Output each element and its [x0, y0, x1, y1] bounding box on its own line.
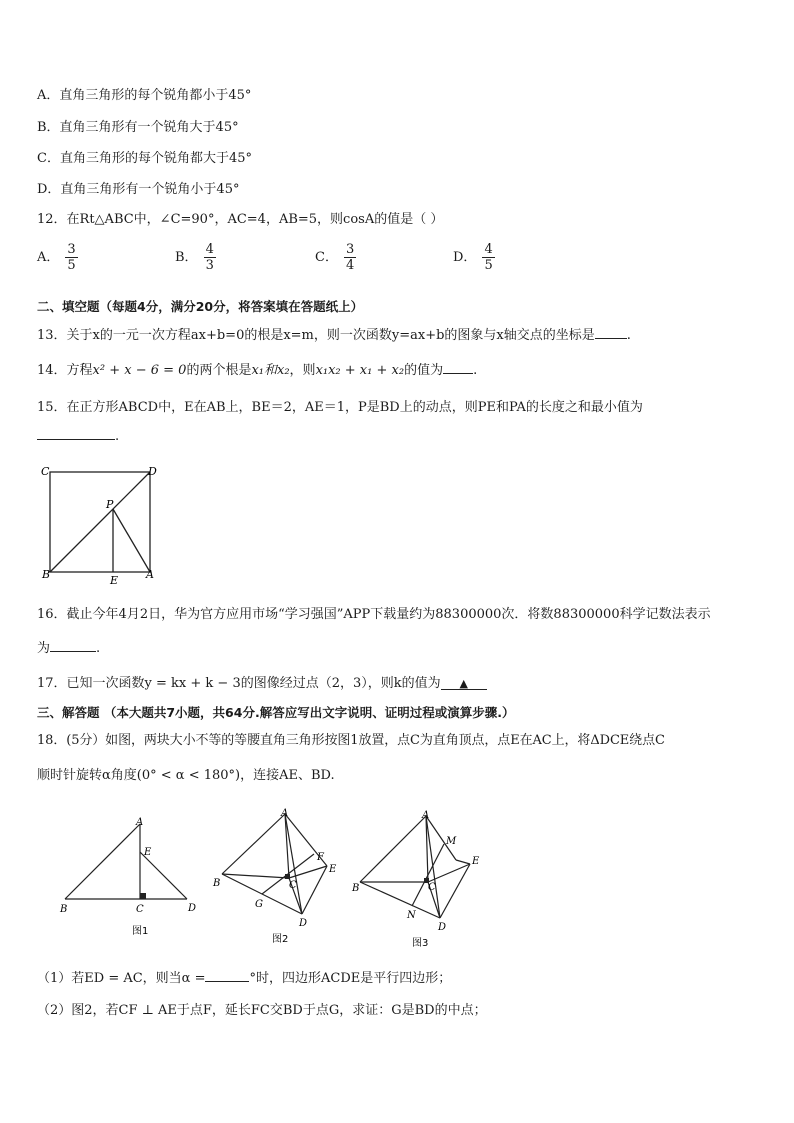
label-d: D	[299, 918, 308, 929]
denominator: 4	[345, 258, 355, 273]
label-p: P	[106, 498, 114, 511]
q14-post: 的值为	[404, 363, 444, 378]
q14-mid2: ，则	[289, 363, 316, 378]
label-c: C	[428, 882, 436, 893]
q14-equation: x² + x − 6 = 0	[92, 363, 187, 378]
label-e: E	[329, 864, 337, 875]
q18-figure-1	[55, 814, 205, 942]
triangle-mark-icon: ▲	[459, 677, 468, 690]
fraction	[204, 242, 216, 273]
label-b: B	[42, 568, 51, 581]
figure-caption-2: 图2	[272, 934, 289, 945]
label-e: E	[144, 847, 152, 858]
q17	[37, 672, 487, 691]
q12-option-b	[175, 242, 216, 273]
q16-line2-text: 为	[37, 641, 51, 656]
figure-caption-3: 图3	[412, 938, 429, 949]
q15-answer: .	[37, 427, 119, 444]
q18-figure-2	[210, 806, 350, 948]
q18-line2: 顺时针旋转α角度(0° < α < 180°)，连接AE、BD.	[37, 768, 335, 783]
q16-line2: 为 .	[37, 641, 101, 656]
denominator: 5	[484, 258, 493, 273]
numerator: 4	[205, 242, 214, 257]
section-solve-heading: 三、解答题 （本大题共7小题，共64分.解答应写出文字说明、证明过程或演算步骤.）	[37, 705, 515, 720]
answer-blank[interactable]	[37, 427, 115, 440]
q15-square-figure	[38, 462, 166, 586]
answer-blank[interactable]	[443, 361, 473, 374]
label-g: G	[255, 899, 263, 910]
label-a: A	[422, 810, 430, 821]
numerator: 3	[345, 242, 355, 257]
answer-blank[interactable]	[441, 677, 487, 690]
q18-sub1	[37, 967, 451, 986]
label-f: F	[317, 852, 324, 863]
label-c: C	[136, 904, 144, 915]
q17-pre: 17．已知一次函数	[37, 676, 145, 691]
label-b: B	[60, 904, 68, 915]
q14-roots: x₁和x₂	[251, 363, 290, 378]
denominator: 3	[205, 258, 214, 273]
answer-blank[interactable]	[595, 326, 627, 339]
q11-option-b: B．直角三角形有一个锐角大于45°	[37, 120, 239, 135]
label-e: E	[472, 856, 480, 867]
q16-line1: 16．截止今年4月2日，华为官方应用市场“学习强国”APP下载量约为88300000次．将数88300000科学记数法表示	[37, 607, 711, 622]
fraction	[344, 242, 356, 273]
q11-option-d: D．直角三角形有一个锐角小于45°	[37, 182, 240, 197]
label-c: C	[41, 465, 50, 478]
label-a: A	[136, 817, 144, 828]
q13: 13．关于x的一元一次方程ax+b=0的根是x=m，则一次函数y=ax+b的图象与x轴交点的坐标是 .	[37, 328, 631, 343]
option-label: C．	[315, 250, 338, 265]
label-n: N	[407, 910, 416, 921]
label-b: B	[213, 878, 221, 889]
q18-sub1-text: （1）若ED = AC，则当α =	[37, 971, 206, 986]
label-c: C	[289, 880, 297, 891]
denominator: 5	[67, 258, 76, 273]
q14-mid: 的两个根是	[186, 363, 252, 378]
option-label: B．	[175, 250, 198, 265]
label-d: D	[188, 903, 197, 914]
q12-stem: 12．在Rt△ABC中，∠C=90°，AC=4，AB=5，则cosA的值是（ ）	[37, 212, 444, 227]
option-label: A．	[37, 250, 60, 265]
answer-blank[interactable]	[205, 969, 249, 982]
q15-stem: 15．在正方形ABCD中，E在AB上，BE＝2，AE＝1，P是BD上的动点，则PE和PA的长度之和最小值为	[37, 400, 643, 415]
q11-option-c: C．直角三角形的每个锐角都大于45°	[37, 151, 252, 166]
label-m: M	[446, 836, 457, 847]
q18-sub1-tail: °时，四边形ACDE是平行四边形；	[249, 971, 452, 986]
q11-option-a: A．直角三角形的每个锐角都小于45°	[37, 88, 252, 103]
q13-text: 13．关于x的一元一次方程ax+b=0的根是x=m，则一次函数y=ax+b的图象与x轴交点的坐标是	[37, 328, 595, 343]
q14: 14．方程x² + x − 6 = 0的两个根是x₁和x₂，则x₁x₂ + x₁ + x₂的值为 .	[37, 363, 478, 378]
q14-expression: x₁x₂ + x₁ + x₂	[315, 363, 405, 378]
label-a: A	[146, 568, 154, 581]
q12-option-c	[315, 242, 356, 273]
fraction	[65, 242, 77, 273]
numerator: 4	[484, 242, 493, 257]
fraction	[482, 242, 494, 273]
label-a: A	[281, 808, 289, 819]
q18-figure-3	[348, 806, 498, 950]
q12-option-d	[453, 242, 495, 273]
figure-caption-1: 图1	[132, 926, 149, 937]
q12-option-a	[37, 242, 78, 273]
q18-line1: 18．(5分）如图，两块大小不等的等腰直角三角形按图1放置，点C为直角顶点，点E在AC上，将ΔDCE绕点C	[37, 733, 665, 748]
label-b: B	[352, 883, 360, 894]
q17-post: 的值为	[401, 676, 441, 691]
section-fill-in-heading: 二、填空题（每题4分，满分20分，将答案填在答题纸上）	[37, 299, 364, 314]
q17-mid: 的图像经过点（2，3），则	[240, 676, 394, 691]
option-label: D．	[453, 250, 477, 265]
q17-k: k	[393, 676, 402, 691]
label-d: D	[438, 922, 447, 933]
q17-function: y = kx + k − 3	[144, 676, 241, 691]
q14-pre: 14．方程	[37, 363, 93, 378]
q18-sub2: （2）图2，若CF ⊥ AE于点F，延长FC交BD于点G，求证：G是BD的中点；	[37, 1003, 487, 1018]
answer-blank[interactable]	[50, 639, 96, 652]
numerator: 3	[67, 242, 76, 257]
label-e: E	[110, 574, 119, 586]
label-d: D	[148, 465, 157, 478]
